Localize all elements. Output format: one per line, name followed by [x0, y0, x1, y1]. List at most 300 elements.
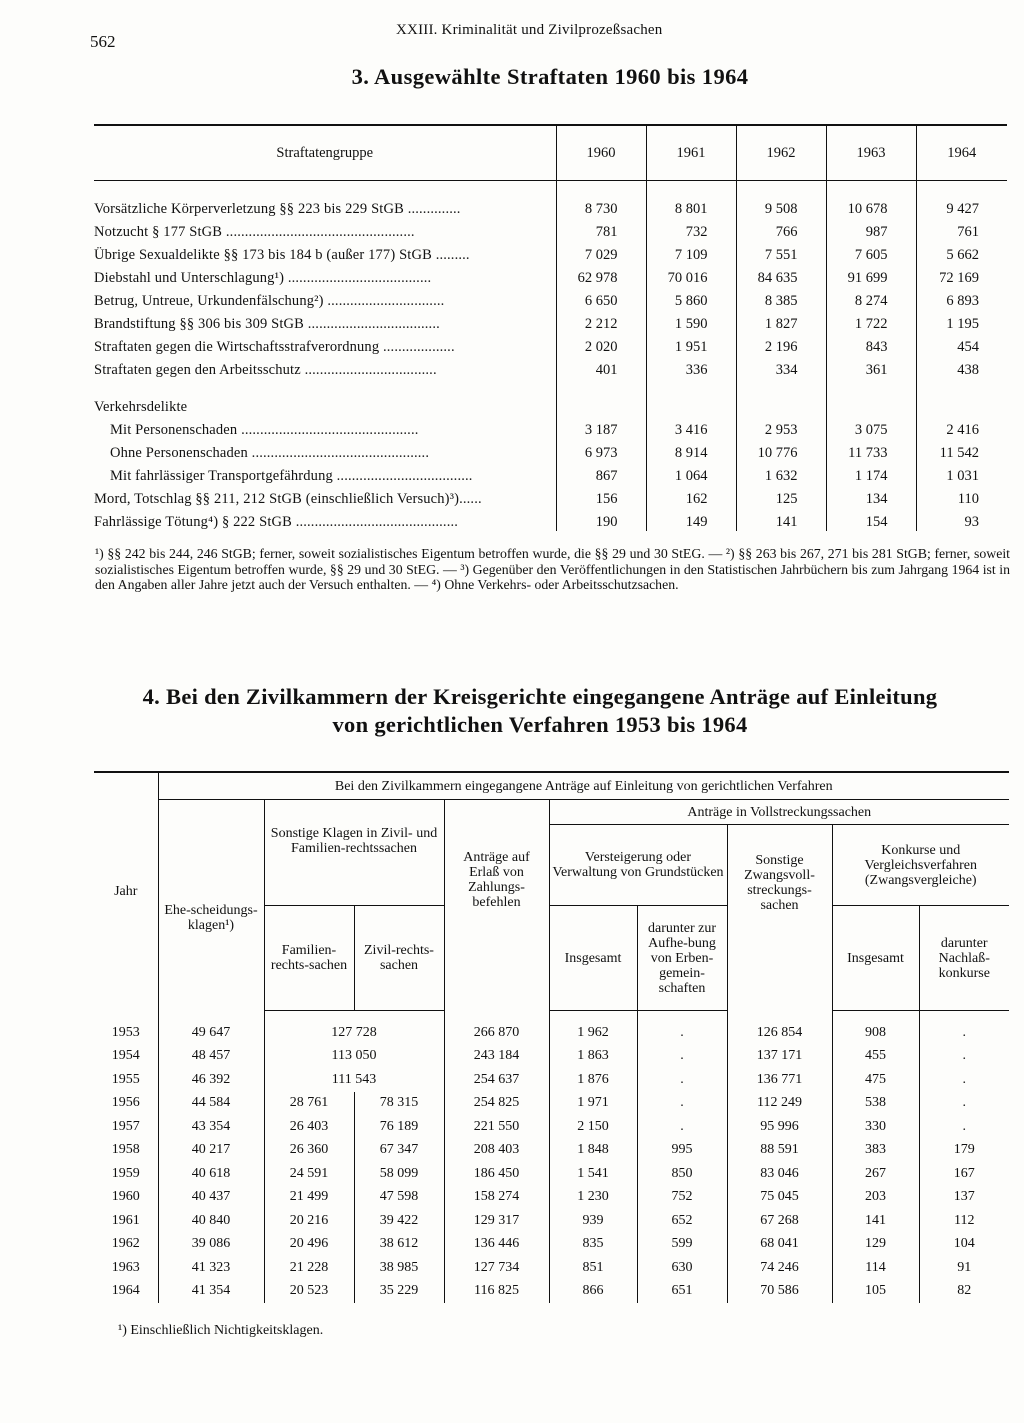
cell-divorce: 41 323 [158, 1256, 264, 1280]
leader-dots: ............................... [323, 293, 445, 309]
cell-auction-total: 866 [549, 1280, 637, 1304]
spacer-cell [916, 379, 1007, 393]
cell-family: 26 403 [264, 1115, 354, 1139]
cell-auction-heirs: 850 [637, 1162, 727, 1186]
row-label [94, 310, 556, 333]
cell-bankr-estate: . [919, 1068, 1009, 1092]
table-row [94, 1092, 1009, 1116]
value-cell: 154 [826, 508, 916, 531]
cell-bankr-total: 455 [832, 1045, 919, 1069]
cell-year: 1960 [111, 1189, 140, 1205]
row-label [94, 508, 556, 531]
cell-year: 1963 [111, 1259, 140, 1275]
spacer-cell [94, 379, 556, 393]
value-cell: 6 893 [916, 287, 1007, 310]
cell-divorce: 48 457 [158, 1045, 264, 1069]
row-label [94, 462, 556, 485]
table-row [94, 1045, 1009, 1069]
table-row [94, 287, 1007, 310]
table3-header-year: 1963 [826, 125, 916, 181]
cell-auction-heirs: . [637, 1045, 727, 1069]
cell-payment: 254 825 [444, 1092, 549, 1116]
value-cell: 987 [826, 218, 916, 241]
cell-civil: 58 099 [354, 1162, 444, 1186]
leader-dots: ............................................... [247, 445, 430, 461]
value-cell: 10 776 [736, 439, 826, 462]
cell-bankr-estate: 167 [919, 1162, 1009, 1186]
cell-auction-heirs: 651 [637, 1280, 727, 1304]
cell-auction-total: 1 962 [549, 1011, 637, 1045]
value-cell: 1 827 [736, 310, 826, 333]
spacer-cell [556, 181, 646, 196]
spacer-cell [646, 181, 736, 196]
cell-bankr-total: 908 [832, 1011, 919, 1045]
leader-dots: ................................... [300, 362, 437, 378]
cell-civil: 38 612 [354, 1233, 444, 1257]
leader-dots: .................................................. [222, 224, 415, 240]
spacer-cell [94, 181, 556, 196]
cell-other-enf: 70 586 [727, 1280, 832, 1304]
value-cell: 11 542 [916, 439, 1007, 462]
cell-auction-total: 1 848 [549, 1139, 637, 1163]
cell-divorce: 43 354 [158, 1115, 264, 1139]
table4-header-other-enforcement: Sonstige Zwangsvoll-streckungs-sachen [727, 825, 832, 1011]
row-label-text: Notzucht § 177 StGB [94, 224, 223, 240]
cell-payment: 208 403 [444, 1139, 549, 1163]
cell-year: 1959 [111, 1165, 140, 1181]
cell-auction-heirs: 630 [637, 1256, 727, 1280]
value-cell: 766 [736, 218, 826, 241]
row-label [94, 264, 556, 287]
cell-family: 26 360 [264, 1139, 354, 1163]
row-label [94, 416, 556, 439]
row-label-text: Brandstiftung §§ 306 bis 309 StGB [94, 316, 304, 332]
row-label-text: Diebstahl und Unterschlagung¹) [94, 270, 285, 286]
cell-bankr-total: 203 [832, 1186, 919, 1210]
value-cell: 7 029 [556, 241, 646, 264]
cell-bankr-total: 141 [832, 1209, 919, 1233]
table-row [94, 241, 1007, 264]
cell-family: 24 591 [264, 1162, 354, 1186]
value-cell: 334 [736, 356, 826, 379]
cell-bankr-total: 330 [832, 1115, 919, 1139]
cell-bankr-estate: 104 [919, 1233, 1009, 1257]
table4-title-line1: 4. Bei den Zivilkammern der Kreisgerichte eingegangene Anträge auf Einleitung [142, 684, 938, 709]
value-cell: 2 020 [556, 333, 646, 356]
value-cell: 190 [556, 508, 646, 531]
value-cell: 7 551 [736, 241, 826, 264]
value-cell: 2 953 [736, 416, 826, 439]
value-cell: 141 [736, 508, 826, 531]
table4-header-bankruptcy-total: Insgesamt [832, 906, 919, 1011]
value-cell: 361 [826, 356, 916, 379]
table3-header-year: 1960 [556, 125, 646, 181]
cell-year: 1956 [111, 1095, 140, 1111]
cell-payment: 254 637 [444, 1068, 549, 1092]
cell-combined: 127 728 [264, 1011, 444, 1045]
spacer-cell [916, 393, 1007, 416]
table3-footnote: ¹) §§ 242 bis 244, 246 StGB; ferner, soweit sozialistisches Eigentum betroffen wurde, die §§ 29 und 30 StEG. — ²) §§ 263 bis 267, 271 bis 281 StGB; ferner, soweit sozialistisches Eigentum betroffen wurde, §§ 29 und 30 StEG. — ³) Gegenüber den Veröffentlichungen in den Statistischen Jahrbüchern bis zum Jahrgang 1964 ist in den Angaben aller Jahre jetzt auch der Versuch enthalten. — ⁴) Ohne Verkehrs- oder Arbeitsschutzsachen. [95, 546, 1010, 592]
cell-auction-heirs: 752 [637, 1186, 727, 1210]
row-label-text: Straftaten gegen den Arbeitsschutz [94, 362, 301, 378]
row-label [94, 333, 556, 356]
leader-dots: .................................... [332, 468, 473, 484]
value-cell: 9 508 [736, 195, 826, 218]
table4-footnote: ¹) Einschließlich Nichtigkeitsklagen. [118, 1323, 324, 1338]
cell-auction-total: 1 541 [549, 1162, 637, 1186]
table3-header-year: 1962 [736, 125, 826, 181]
cell-family: 28 761 [264, 1092, 354, 1116]
table-row [94, 1115, 1009, 1139]
cell-bankr-total: 105 [832, 1280, 919, 1304]
table4-header-other-claims: Sonstige Klagen in Zivil- und Familien-rechtssachen [264, 800, 444, 906]
value-cell: 732 [646, 218, 736, 241]
value-cell: 761 [916, 218, 1007, 241]
table-row [94, 1233, 1009, 1257]
value-cell: 1 951 [646, 333, 736, 356]
row-label-text: Betrug, Untreue, Urkundenfälschung²) [94, 293, 324, 309]
cell-other-enf: 88 591 [727, 1139, 832, 1163]
leader-dots: ...................................... [284, 270, 432, 286]
table4-header-enforcement: Anträge in Vollstreckungssachen [549, 800, 1009, 825]
table-row [94, 1280, 1009, 1304]
leader-dots: ...... [459, 491, 482, 507]
cell-auction-heirs: 599 [637, 1233, 727, 1257]
table4-header-bankruptcy-estate: darunter Nachlaß-konkurse [919, 906, 1009, 1011]
cell-family: 21 228 [264, 1256, 354, 1280]
table-row [94, 1011, 1009, 1045]
table4-header-bankruptcy: Konkurse und Vergleichsverfahren (Zwangsvergleiche) [832, 825, 1009, 906]
table4-header-divorce: Ehe-scheidungs-klagen¹) [158, 800, 264, 1011]
table3-selected-offences [94, 124, 1007, 531]
cell-auction-total: 1 863 [549, 1045, 637, 1069]
table4-header-auction: Versteigerung oder Verwaltung von Grundstücken [549, 825, 727, 906]
value-cell: 62 978 [556, 264, 646, 287]
cell-auction-heirs: . [637, 1068, 727, 1092]
table-row [94, 508, 1007, 531]
cell-bankr-estate: 137 [919, 1186, 1009, 1210]
running-head: XXIII. Kriminalität und Zivilprozeßsachen [396, 22, 663, 38]
value-cell: 867 [556, 462, 646, 485]
table3-header-year: 1961 [646, 125, 736, 181]
value-cell: 8 385 [736, 287, 826, 310]
table-row [94, 310, 1007, 333]
cell-family: 20 496 [264, 1233, 354, 1257]
row-label-text: Fahrlässige Tötung⁴) § 222 StGB [94, 514, 292, 530]
row-label-text: Mord, Totschlag §§ 211, 212 StGB (einschließlich Versuch)³) [94, 491, 460, 507]
value-cell: 72 169 [916, 264, 1007, 287]
cell-divorce: 40 217 [158, 1139, 264, 1163]
cell-payment: 158 274 [444, 1186, 549, 1210]
table4-title-line2: von gerichtlichen Verfahren 1953 bis 1964 [332, 712, 748, 737]
cell-payment: 116 825 [444, 1280, 549, 1304]
cell-divorce: 39 086 [158, 1233, 264, 1257]
cell-payment: 186 450 [444, 1162, 549, 1186]
cell-year: 1953 [111, 1024, 140, 1040]
value-cell: 2 196 [736, 333, 826, 356]
row-label-text: Übrige Sexualdelikte §§ 173 bis 184 b (außer 177) StGB [94, 247, 432, 263]
traffic-heading: Verkehrsdelikte [94, 399, 188, 415]
spacer-cell [826, 379, 916, 393]
value-cell: 5 662 [916, 241, 1007, 264]
cell-other-enf: 83 046 [727, 1162, 832, 1186]
cell-payment: 136 446 [444, 1233, 549, 1257]
value-cell: 454 [916, 333, 1007, 356]
cell-auction-heirs: . [637, 1011, 727, 1045]
cell-civil: 39 422 [354, 1209, 444, 1233]
spacer-cell [826, 393, 916, 416]
row-label [94, 218, 556, 241]
cell-divorce: 44 584 [158, 1092, 264, 1116]
cell-other-enf: 68 041 [727, 1233, 832, 1257]
table-row [94, 1186, 1009, 1210]
value-cell: 134 [826, 485, 916, 508]
row-label [94, 195, 556, 218]
value-cell: 1 590 [646, 310, 736, 333]
spacer-cell [736, 393, 826, 416]
spacer-cell [736, 379, 826, 393]
cell-civil: 76 189 [354, 1115, 444, 1139]
value-cell: 5 860 [646, 287, 736, 310]
cell-auction-total: 835 [549, 1233, 637, 1257]
cell-year: 1954 [111, 1048, 140, 1064]
cell-other-enf: 75 045 [727, 1186, 832, 1210]
row-label [94, 485, 556, 508]
spacer-row [94, 181, 1007, 196]
value-cell: 1 064 [646, 462, 736, 485]
table4-header-civil: Zivil-rechts-sachen [354, 906, 444, 1011]
table-row [94, 485, 1007, 508]
leader-dots: ................... [379, 339, 455, 355]
cell-divorce: 40 618 [158, 1162, 264, 1186]
value-cell: 1 722 [826, 310, 916, 333]
table-row-heading [94, 393, 1007, 416]
spacer-row [94, 379, 1007, 393]
cell-other-enf: 136 771 [727, 1068, 832, 1092]
value-cell: 91 699 [826, 264, 916, 287]
cell-civil: 67 347 [354, 1139, 444, 1163]
row-label-text: Straftaten gegen die Wirtschaftsstrafverordnung [94, 339, 380, 355]
value-cell: 438 [916, 356, 1007, 379]
cell-family: 21 499 [264, 1186, 354, 1210]
table4-header-year: Jahr [114, 884, 138, 900]
cell-combined: 113 050 [264, 1045, 444, 1069]
table4-body [94, 1011, 1009, 1304]
cell-bankr-total: 383 [832, 1139, 919, 1163]
value-cell: 1 632 [736, 462, 826, 485]
table-row [94, 356, 1007, 379]
cell-bankr-estate: 112 [919, 1209, 1009, 1233]
row-label [94, 439, 556, 462]
cell-civil: 47 598 [354, 1186, 444, 1210]
value-cell: 110 [916, 485, 1007, 508]
table-row [94, 218, 1007, 241]
leader-dots: ......... [431, 247, 470, 263]
cell-auction-heirs: . [637, 1092, 727, 1116]
value-cell: 11 733 [826, 439, 916, 462]
cell-payment: 221 550 [444, 1115, 549, 1139]
spacer-cell [826, 181, 916, 196]
table-row [94, 1068, 1009, 1092]
cell-civil: 35 229 [354, 1280, 444, 1304]
table4-header-auction-total: Insgesamt [549, 906, 637, 1011]
cell-auction-total: 2 150 [549, 1115, 637, 1139]
cell-bankr-total: 267 [832, 1162, 919, 1186]
leader-dots: .............. [403, 201, 461, 217]
table4-header-payment-orders: Anträge auf Erlaß von Zahlungs-befehlen [444, 800, 549, 1011]
spacer-cell [646, 393, 736, 416]
value-cell: 156 [556, 485, 646, 508]
cell-divorce: 40 437 [158, 1186, 264, 1210]
cell-civil: 38 985 [354, 1256, 444, 1280]
cell-other-enf: 112 249 [727, 1092, 832, 1116]
row-label [94, 356, 556, 379]
value-cell: 1 174 [826, 462, 916, 485]
value-cell: 6 973 [556, 439, 646, 462]
table-row [94, 1162, 1009, 1186]
table4-header-family: Familien-rechts-sachen [264, 906, 354, 1011]
table4-civil-court-applications [94, 771, 1009, 1303]
table-row [94, 1209, 1009, 1233]
cell-year: 1955 [111, 1071, 140, 1087]
cell-bankr-total: 475 [832, 1068, 919, 1092]
cell-bankr-estate: 179 [919, 1139, 1009, 1163]
cell-year: 1962 [111, 1236, 140, 1252]
cell-other-enf: 95 996 [727, 1115, 832, 1139]
table-row [94, 416, 1007, 439]
value-cell: 93 [916, 508, 1007, 531]
cell-divorce: 41 354 [158, 1280, 264, 1304]
table-row [94, 333, 1007, 356]
cell-divorce: 40 840 [158, 1209, 264, 1233]
table4-title [100, 683, 980, 739]
cell-bankr-total: 538 [832, 1092, 919, 1116]
value-cell: 149 [646, 508, 736, 531]
cell-payment: 243 184 [444, 1045, 549, 1069]
cell-auction-total: 1 971 [549, 1092, 637, 1116]
value-cell: 10 678 [826, 195, 916, 218]
value-cell: 8 801 [646, 195, 736, 218]
row-label-text: Mit Personenschaden [110, 422, 238, 438]
spacer-cell [916, 181, 1007, 196]
cell-auction-total: 939 [549, 1209, 637, 1233]
value-cell: 8 914 [646, 439, 736, 462]
cell-payment: 266 870 [444, 1011, 549, 1045]
value-cell: 3 187 [556, 416, 646, 439]
value-cell: 70 016 [646, 264, 736, 287]
cell-payment: 129 317 [444, 1209, 549, 1233]
cell-year: 1961 [111, 1212, 140, 1228]
table3-header-group: Straftatengruppe [94, 125, 556, 181]
value-cell: 6 650 [556, 287, 646, 310]
table-row [94, 1139, 1009, 1163]
cell-bankr-estate: . [919, 1115, 1009, 1139]
value-cell: 843 [826, 333, 916, 356]
cell-bankr-total: 114 [832, 1256, 919, 1280]
cell-year: 1958 [111, 1142, 140, 1158]
cell-combined: 111 543 [264, 1068, 444, 1092]
page-number: 562 [90, 32, 116, 51]
cell-payment: 127 734 [444, 1256, 549, 1280]
table4-header-top: Bei den Zivilkammern eingegangene Anträge auf Einleitung von gerichtlichen Verfahren [158, 772, 1009, 800]
cell-bankr-estate: 82 [919, 1280, 1009, 1304]
value-cell: 8 730 [556, 195, 646, 218]
cell-auction-heirs: 995 [637, 1139, 727, 1163]
cell-auction-total: 851 [549, 1256, 637, 1280]
row-label [94, 241, 556, 264]
table3-header-year: 1964 [916, 125, 1007, 181]
value-cell: 3 075 [826, 416, 916, 439]
value-cell: 2 416 [916, 416, 1007, 439]
leader-dots: ................................... [303, 316, 440, 332]
spacer-cell [646, 379, 736, 393]
cell-divorce: 49 647 [158, 1011, 264, 1045]
cell-divorce: 46 392 [158, 1068, 264, 1092]
leader-dots: ........................................... [291, 514, 459, 530]
cell-bankr-estate: 91 [919, 1256, 1009, 1280]
row-label-text: Mit fahrlässiger Transportgefährdung [110, 468, 333, 484]
value-cell: 3 416 [646, 416, 736, 439]
cell-auction-heirs: 652 [637, 1209, 727, 1233]
value-cell: 84 635 [736, 264, 826, 287]
table-row [94, 195, 1007, 218]
cell-other-enf: 137 171 [727, 1045, 832, 1069]
value-cell: 1 031 [916, 462, 1007, 485]
value-cell: 8 274 [826, 287, 916, 310]
table3-title: 3. Ausgewählte Straftaten 1960 bis 1964 [351, 64, 749, 89]
table3-body [94, 181, 1007, 532]
table-row [94, 439, 1007, 462]
table4-header-auction-heirs: darunter zur Aufhe-bung von Erben-gemein-schaften [637, 906, 727, 1011]
row-label [94, 287, 556, 310]
spacer-cell [556, 379, 646, 393]
cell-bankr-estate: . [919, 1092, 1009, 1116]
cell-family: 20 523 [264, 1280, 354, 1304]
value-cell: 7 109 [646, 241, 736, 264]
cell-other-enf: 126 854 [727, 1011, 832, 1045]
value-cell: 2 212 [556, 310, 646, 333]
row-label-text: Ohne Personenschaden [110, 445, 248, 461]
spacer-cell [736, 181, 826, 196]
value-cell: 125 [736, 485, 826, 508]
cell-auction-total: 1 230 [549, 1186, 637, 1210]
cell-family: 20 216 [264, 1209, 354, 1233]
spacer-cell [556, 393, 646, 416]
cell-other-enf: 67 268 [727, 1209, 832, 1233]
table-row [94, 264, 1007, 287]
cell-auction-total: 1 876 [549, 1068, 637, 1092]
cell-other-enf: 74 246 [727, 1256, 832, 1280]
value-cell: 1 195 [916, 310, 1007, 333]
cell-bankr-estate: . [919, 1011, 1009, 1045]
cell-bankr-total: 129 [832, 1233, 919, 1257]
table-row [94, 1256, 1009, 1280]
row-label-text: Vorsätzliche Körperverletzung §§ 223 bis 229 StGB [94, 201, 404, 217]
cell-civil: 78 315 [354, 1092, 444, 1116]
cell-year: 1964 [111, 1283, 140, 1299]
value-cell: 7 605 [826, 241, 916, 264]
leader-dots: ............................................... [237, 422, 419, 438]
value-cell: 401 [556, 356, 646, 379]
table-row [94, 462, 1007, 485]
cell-bankr-estate: . [919, 1045, 1009, 1069]
value-cell: 9 427 [916, 195, 1007, 218]
cell-year: 1957 [111, 1118, 140, 1134]
cell-auction-heirs: . [637, 1115, 727, 1139]
value-cell: 781 [556, 218, 646, 241]
value-cell: 336 [646, 356, 736, 379]
value-cell: 162 [646, 485, 736, 508]
